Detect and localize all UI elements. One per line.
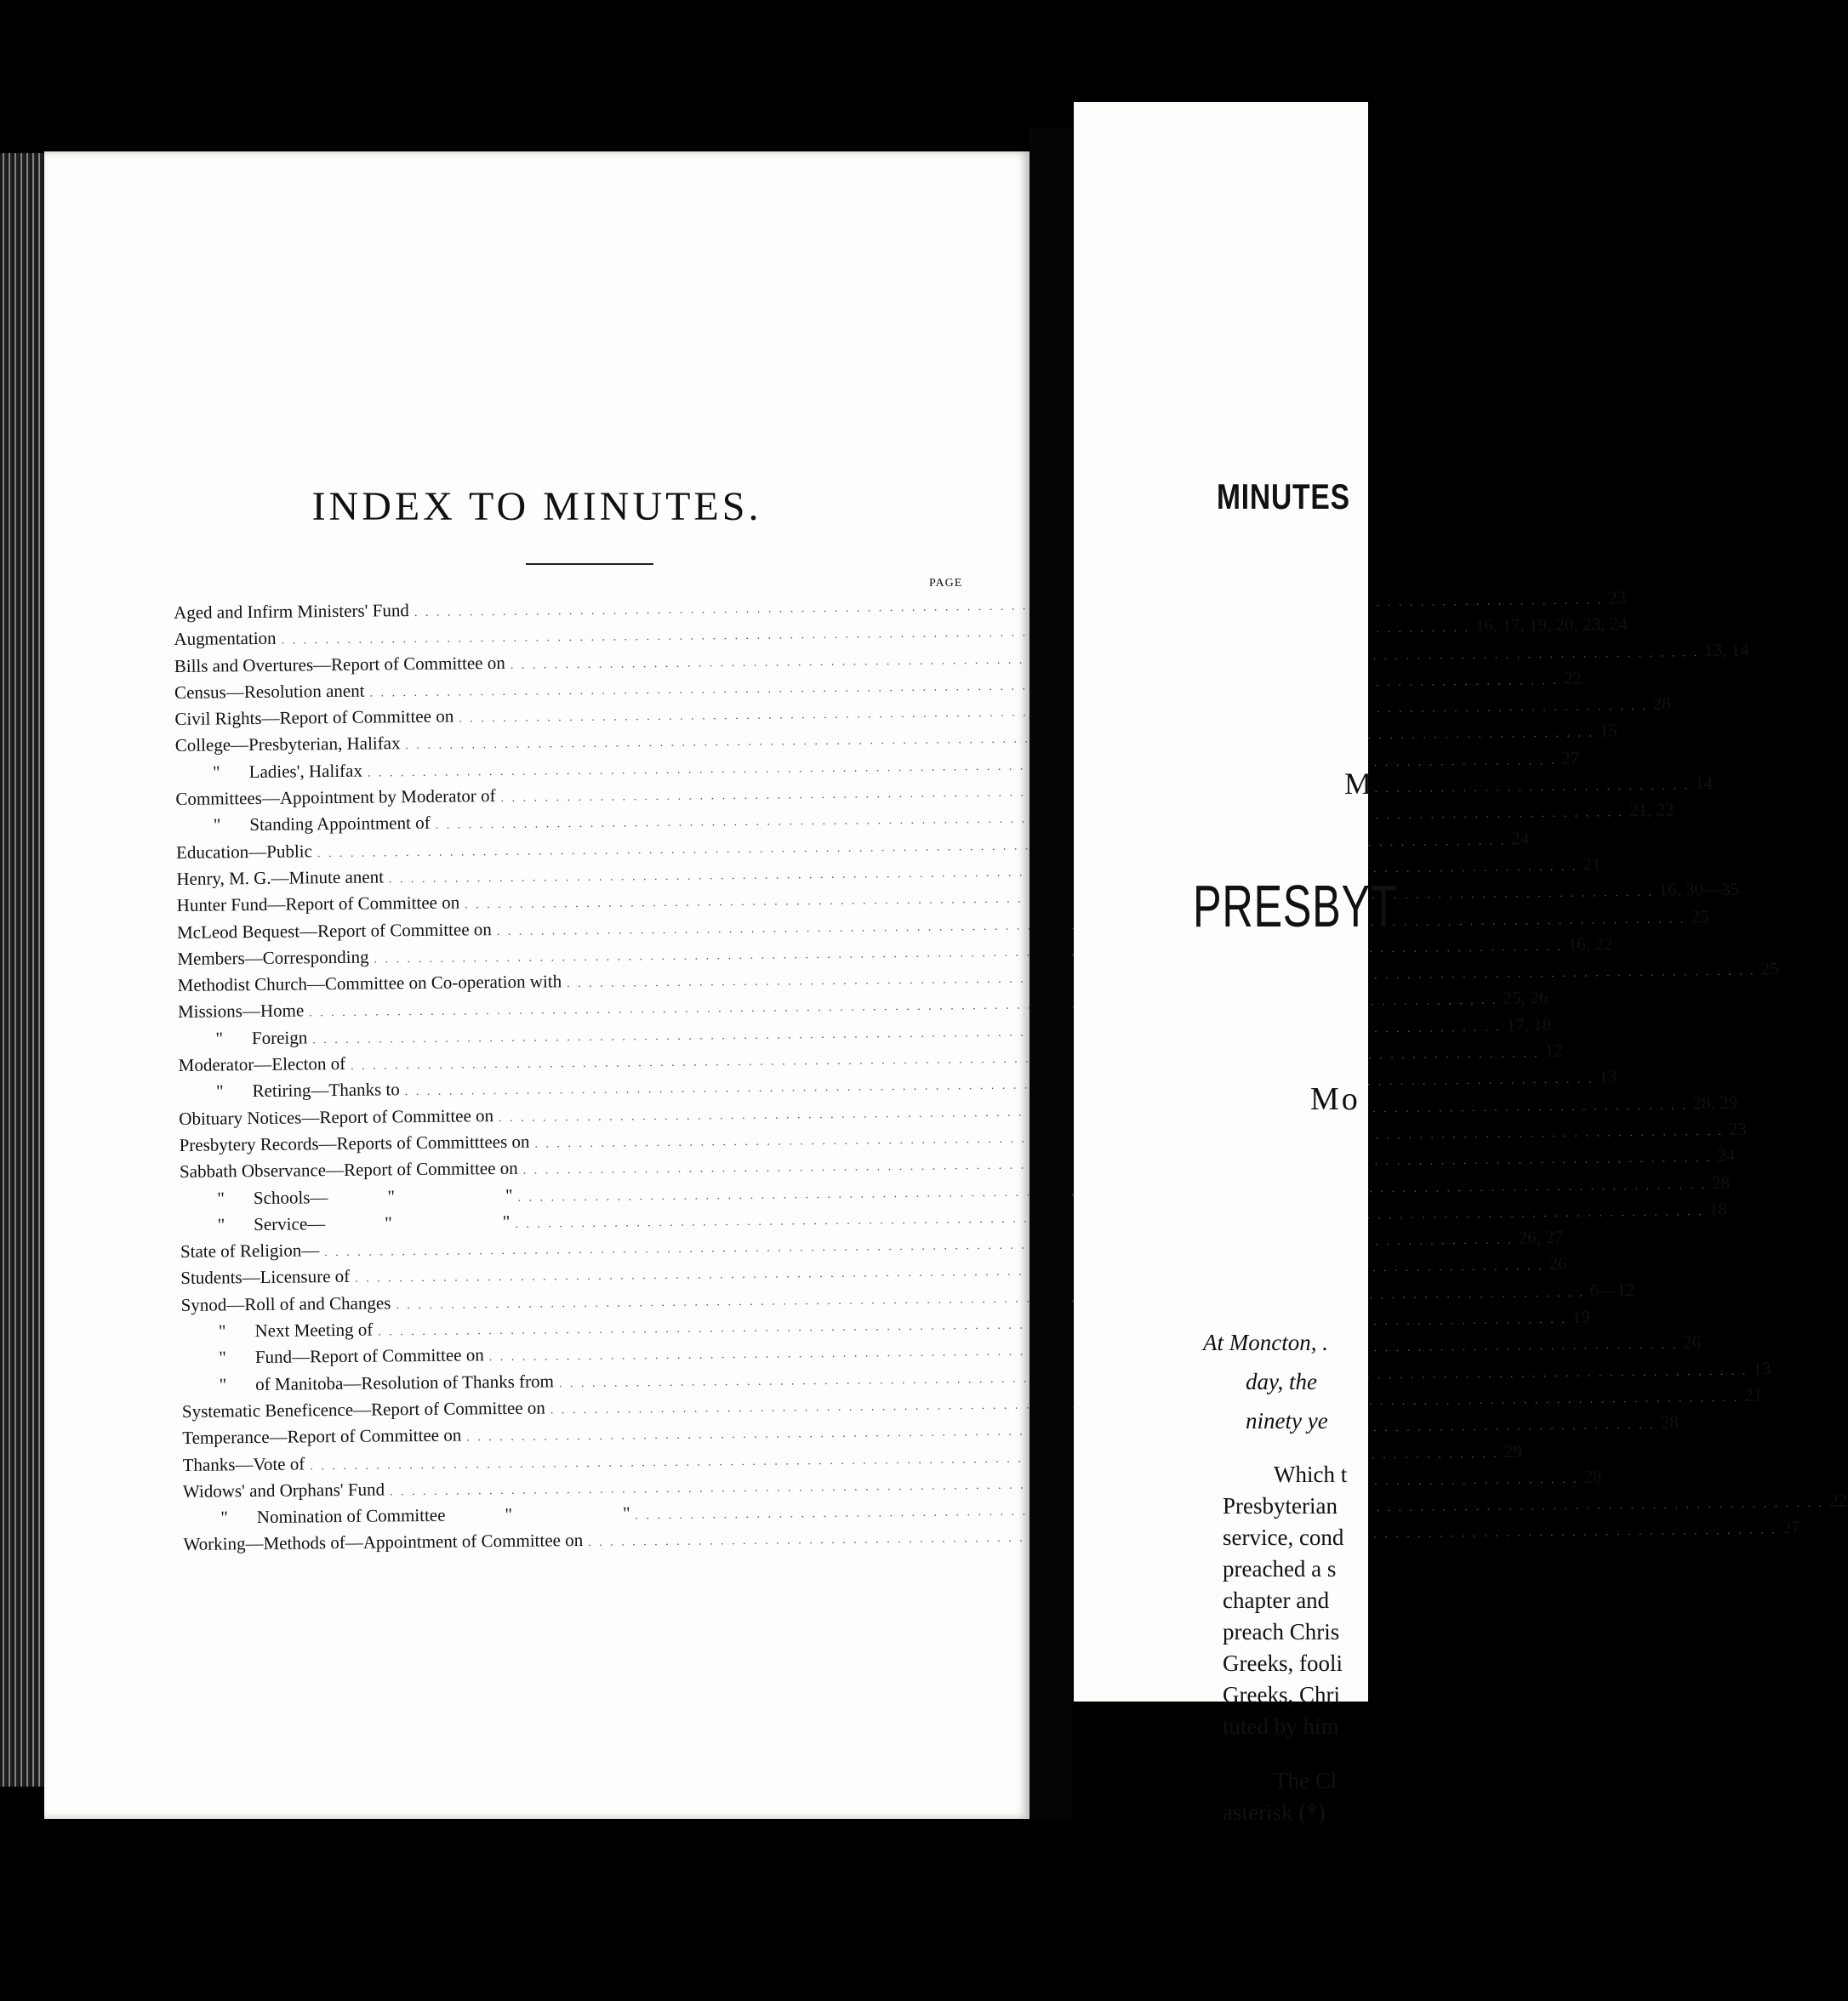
ditto-mark: " — [219, 1374, 227, 1395]
index-entry-label: Temperance—Report of Committee on — [182, 1424, 462, 1449]
body-line: Greeks, Chri — [1223, 1682, 1340, 1707]
ditto-mark: " — [218, 1320, 226, 1342]
index-entry-label — [181, 1345, 484, 1370]
index-entry-pages: 28 — [1652, 693, 1671, 714]
right-page-body-2 — [1223, 1765, 1337, 1828]
ditto-mark: " — [212, 761, 220, 783]
index-entry-label: Working—Methods of—Appointment of Committee on — [183, 1530, 584, 1555]
ditto-mark: " — [505, 1184, 513, 1206]
body-line: service, cond — [1223, 1525, 1344, 1550]
index-entry-pages: 24 — [1717, 1145, 1736, 1166]
italic-line: day, the — [1246, 1369, 1317, 1394]
index-entry-text: Next Meeting of — [254, 1319, 374, 1342]
index-entry-pages: 28 — [1711, 1172, 1731, 1193]
ditto-mark: " — [505, 1503, 513, 1525]
index-entry-label: Moderator—Electon of — [178, 1052, 346, 1076]
leader-dots — [405, 1074, 1594, 1100]
ditto-mark: " — [217, 1214, 225, 1235]
index-entry-label: Bills and Overtures—Report of Committee on — [174, 652, 505, 676]
ditto-mark: " — [220, 1507, 228, 1528]
index-entry-label: Missions—Home — [177, 1000, 305, 1023]
index-entry-pages: 18 — [1708, 1198, 1727, 1219]
index-entry-pages: 19 — [1571, 1306, 1590, 1327]
index-entry-label: Obituary Notices—Report of Committee on — [179, 1104, 494, 1129]
ditto-mark: " — [217, 1187, 225, 1209]
right-page-letter: M — [1344, 767, 1372, 801]
ditto-mark: " — [215, 1028, 224, 1049]
right-page — [1074, 102, 1398, 1825]
index-entry-label — [181, 1320, 374, 1343]
body-line: Presbyterian — [1223, 1493, 1338, 1519]
index-entry-label — [180, 1184, 512, 1209]
index-entry-pages: 29 — [1503, 1439, 1522, 1462]
index-entry-pages: 6—12 — [1589, 1279, 1635, 1301]
index-entry-label: Committees—Appointment by Moderator of — [175, 785, 496, 810]
right-page-body — [1223, 1459, 1347, 1742]
index-entry-label: Methodist Church—Committee on Co-operation with — [177, 971, 562, 996]
body-line: Which t — [1274, 1462, 1348, 1487]
index-entry-label: Civil Rights—Report of Committee on — [174, 705, 454, 730]
index-entry-text: Ladies', Halifax — [248, 760, 363, 782]
index-entry-pages: 26, 27 — [1518, 1227, 1564, 1248]
index-entry-pages: 24 — [1511, 828, 1530, 849]
index-entry-text: Retiring—Thanks to — [252, 1079, 400, 1102]
index-entry-pages: 26 — [1683, 1331, 1702, 1353]
index-entry-text: Schools— — [253, 1186, 328, 1208]
body-line: Greeks, fooli — [1223, 1650, 1343, 1676]
book-page-edges — [0, 153, 47, 1787]
leader-dots — [369, 675, 1559, 701]
index-entry-label — [176, 812, 431, 836]
index-entry-label: Henry, M. G.—Minute anent — [176, 866, 385, 889]
ditto-mark: " — [219, 1347, 227, 1368]
index-entry-label: Census—Resolution anent — [174, 680, 365, 703]
index-entry-label: Sabbath Observance—Report of Committee on — [179, 1158, 518, 1183]
index-entry-pages: 17, 18 — [1506, 1013, 1552, 1035]
index-entry-label: Augmentation — [174, 628, 277, 650]
index-entry-label: Presbytery Records—Reports of Committtees on — [179, 1131, 530, 1155]
leader-dots — [390, 1474, 1579, 1500]
index-entry-pages: 16, 30—35 — [1658, 879, 1740, 901]
index-entry-text: Foreign — [251, 1027, 308, 1048]
italic-line: At Moncton, . — [1203, 1330, 1328, 1355]
right-page-italic-lines — [1203, 1323, 1328, 1440]
italic-line: ninety ye — [1246, 1408, 1328, 1434]
index-entry-label: Members—Corresponding — [177, 946, 369, 969]
index-entry-label: Education—Public — [175, 840, 313, 863]
leader-dots — [389, 861, 1578, 887]
index-entry-label: McLeod Bequest—Report of Committee on — [176, 918, 492, 943]
index-entry-pages: 13 — [1753, 1358, 1771, 1379]
index-entry-label — [182, 1371, 555, 1396]
body-line: asterisk (*) — [1223, 1799, 1326, 1825]
index-entry-pages: 28 — [1660, 1411, 1679, 1433]
ditto-mark: " — [502, 1211, 510, 1232]
index-entry-text: Standing Appointment of — [249, 812, 431, 835]
index-entry-label — [183, 1503, 630, 1530]
ditto-mark: " — [215, 1080, 224, 1102]
index-entry-pages: 12 — [1544, 1040, 1563, 1062]
index-entry-pages: 27 — [1561, 747, 1580, 768]
page-column-heading: PAGE — [929, 577, 963, 590]
leader-dots — [378, 1314, 1567, 1340]
index-entry-label — [179, 1080, 400, 1103]
index-entry-pages: 13, 14 — [1704, 639, 1749, 660]
index-entry-pages: 23 — [1608, 587, 1627, 608]
leader-dots — [374, 941, 1563, 967]
index-entry-pages: 27 — [1782, 1517, 1800, 1538]
index-entry-label: Thanks—Vote of — [182, 1452, 305, 1475]
index-entry-label: Systematic Beneficence—Report of Committee on — [181, 1397, 545, 1422]
index-entry-pages: 25 — [1691, 905, 1709, 926]
body-line: The Cl — [1274, 1768, 1338, 1793]
title-rule — [526, 563, 653, 565]
right-page-title: PRESBYT — [1193, 873, 1398, 939]
index-entry-text: Fund—Report of Committee on — [254, 1344, 484, 1368]
index-entry-label: Widows' and Orphans' Fund — [182, 1479, 385, 1502]
body-line: preach Chris — [1223, 1619, 1340, 1645]
index-entry-pages: 25, 26 — [1503, 987, 1549, 1009]
right-page-header: MINUTES — [1217, 476, 1350, 516]
index-entry-pages: 15 — [1599, 720, 1618, 741]
index-entry-label: Synod—Roll of and Changes — [180, 1292, 391, 1315]
leader-dots — [414, 594, 1604, 620]
index-entry-pages: 23 — [1728, 1118, 1747, 1139]
ditto-mark: " — [622, 1502, 630, 1524]
index-entry-pages: 16, 22 — [1567, 933, 1613, 955]
index-entry-pages: 22 — [1563, 667, 1583, 688]
index-entry-label: Aged and Infirm Ministers' Fund — [174, 600, 410, 623]
index-entry-pages: 13 — [1599, 1066, 1617, 1087]
index-entry-label: State of Religion— — [180, 1240, 320, 1263]
index-entry-pages: 21 — [1744, 1384, 1763, 1405]
body-line: preached a s — [1223, 1556, 1337, 1582]
index-entry-label: Students—Licensure of — [180, 1266, 351, 1289]
book-gutter — [1030, 128, 1072, 1821]
index-entry-pages: 21 — [1583, 853, 1601, 875]
ditto-mark: " — [213, 814, 221, 835]
index-entry-text: Nomination of Committee — [256, 1504, 446, 1528]
index-title: INDEX TO MINUTES. — [311, 484, 762, 529]
index-entry-label — [180, 1211, 510, 1236]
right-page-subtitle: Mo — [1310, 1081, 1360, 1117]
index-entry-text: of Manitoba—Resolution of Thanks from — [255, 1370, 555, 1394]
leader-dots — [405, 727, 1594, 754]
body-line: chapter and — [1223, 1588, 1330, 1613]
index-entry-pages: 22 — [1828, 1490, 1848, 1511]
index-entry-pages: 28 — [1583, 1466, 1602, 1487]
leader-dots — [368, 755, 1557, 781]
index-entry-label — [175, 760, 362, 783]
ditto-mark: " — [385, 1212, 392, 1234]
leader-dots — [396, 1286, 1585, 1313]
index-entry-pages: 14 — [1694, 772, 1714, 794]
index-entry-pages: 21, 22 — [1628, 799, 1674, 821]
index-entry-text: Service— — [254, 1213, 326, 1234]
index-entry-label: College—Presbyterian, Halifax — [174, 733, 401, 756]
index-entry-pages: 26 — [1549, 1253, 1567, 1274]
ditto-mark: " — [387, 1185, 396, 1206]
index-entry-label — [178, 1027, 307, 1050]
index-entry-pages: 25 — [1760, 958, 1779, 979]
index-entry-label: Hunter Fund—Report of Committee on — [176, 892, 460, 916]
body-line: tuted by him — [1223, 1713, 1339, 1739]
index-entry-pages: 16, 17, 19, 20, 23, 24 — [1474, 613, 1628, 636]
index-entry-pages: 28, 29 — [1692, 1092, 1738, 1113]
